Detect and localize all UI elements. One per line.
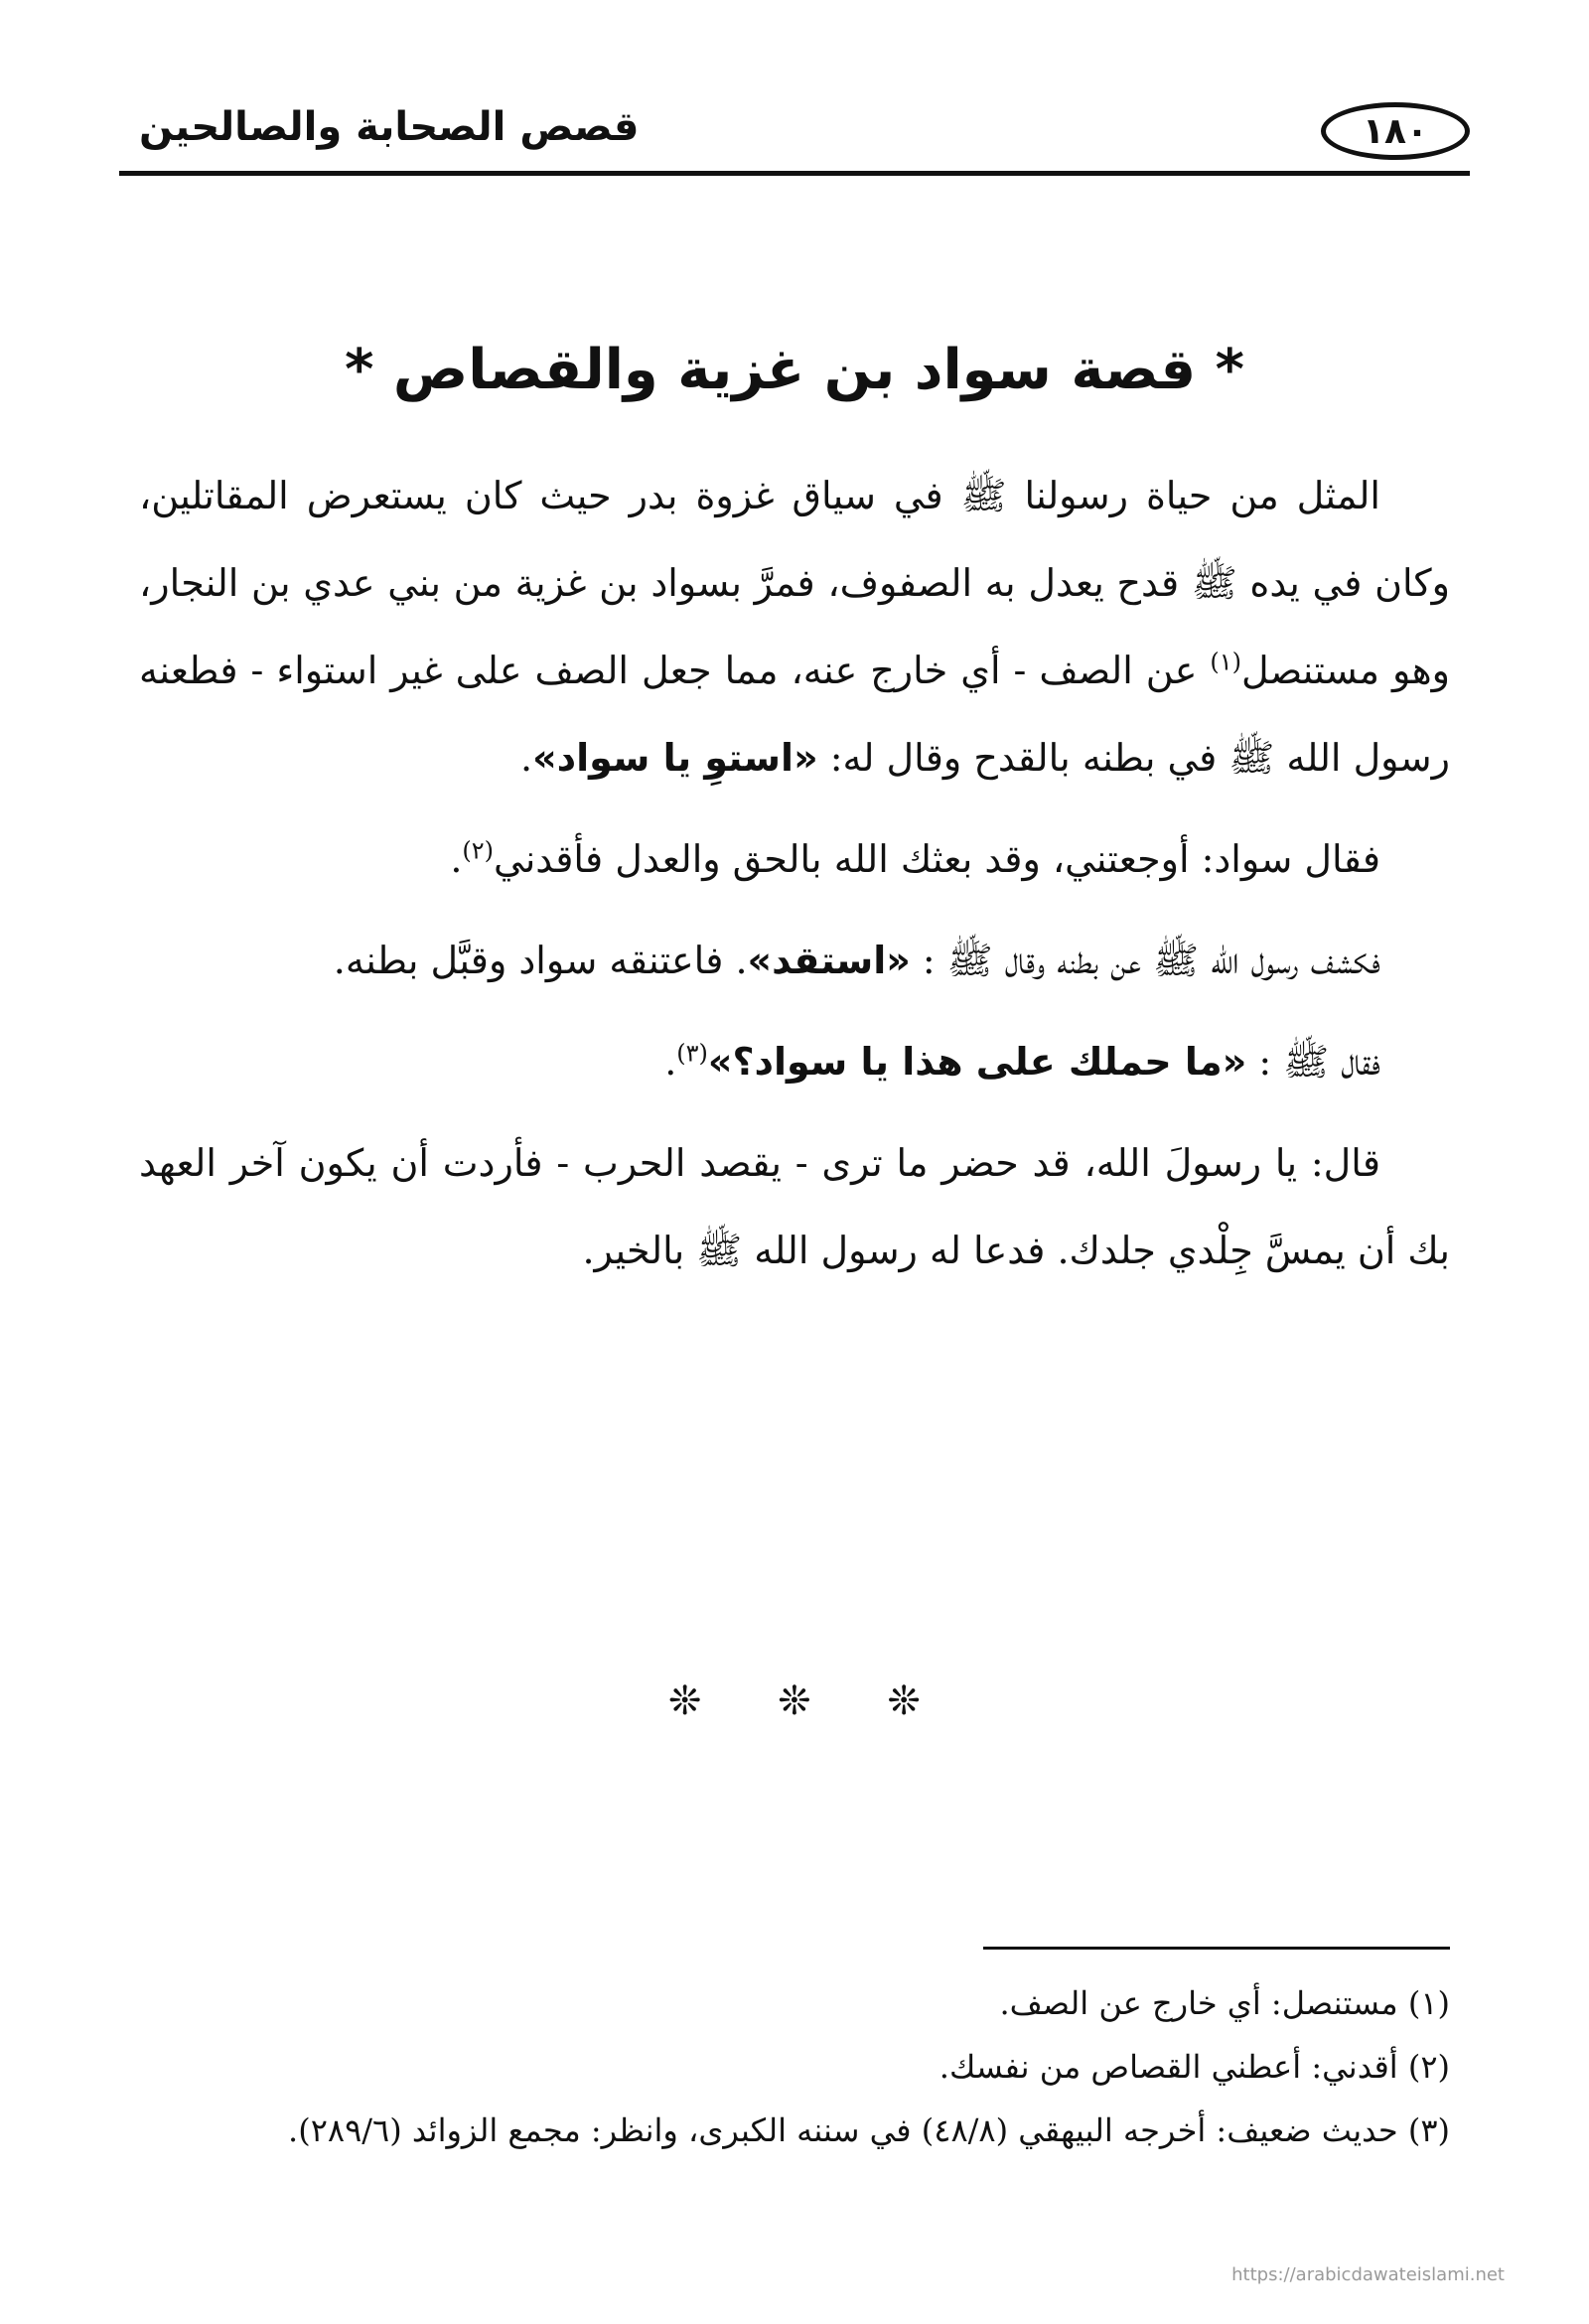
footnote-ref-2: (٢) [462,836,495,865]
paragraph-3-rest: . فاعتنقه سواد وقبَّل بطنه. [333,939,748,982]
paragraph-5 [139,1119,1450,1294]
footnote-ref-3: (٣) [676,1039,708,1068]
paragraph-4-end: . [664,1040,677,1084]
paragraph-1-text: المثل من حياة رسولنا ﷺ في سياق غزوة بدر حيث كان يستعرض المقاتلين، وكان في يده ﷺ قدح يعدل به الصفوف، فمرَّ بسواد بن غزية من بني عدي بن النجار، وهو مستنصل [139,474,1450,692]
footnote-rule [983,1947,1450,1950]
paragraph-3 [139,917,1450,1004]
separator-star-icon: ❊ [668,1678,702,1724]
paragraph-2 [139,815,1450,903]
book-title: قصص الصحابة والصالحين [139,104,640,150]
prophet-quote-2: «استقد» [747,939,911,982]
footnote-ref-1: (١) [1210,648,1242,676]
separator-star-icon: ❊ [887,1678,921,1724]
prophet-quote-3: «ما حملك على هذا يا سواد؟» [707,1040,1247,1084]
watermark-url: https://arabicdawateislami.net [1231,2264,1505,2285]
story-body [139,452,1450,1308]
section-separator [119,1678,1470,1724]
paragraph-1-rest: عن الصف - أي خارج عنه، مما جعل الصف على غير استواء - فطعنه رسول الله ﷺ في بطنه بالقدح وقال له: [139,649,1450,780]
footnote-1: (١) مستنصل: أي خارج عن الصف. [999,1984,1450,2022]
header-rule [119,171,1470,176]
paragraph-3-text: فكشف رسول الله ﷺ عن بطنه وقال ﷺ : [910,939,1380,982]
footnote-3: (٣) حديث ضعيف: أخرجه البيهقي (٤٨/٨) في سننه الكبرى، وانظر: مجمع الزوائد (٢٨٩/٦). [288,2111,1450,2149]
paragraph-2-end: . [450,837,463,881]
paragraph-2-text: فقال سواد: أوجعتني، وقد بعثك الله بالحق والعدل فأقدني [494,837,1380,881]
prophet-quote-1: «استوِ يا سواد» [532,736,818,780]
paragraph-4 [139,1018,1450,1105]
footnote-2: (٢) أقدني: أعطني القصاص من نفسك. [939,2048,1450,2086]
paragraph-4-text: فقال ﷺ : [1246,1040,1380,1084]
paragraph-1-end: . [519,736,533,780]
paragraph-1 [139,452,1450,801]
separator-star-icon: ❊ [778,1678,811,1724]
story-title: * قصة سواد بن غزية والقصاص * [345,338,1244,402]
page-number: ١٨٠ [1321,102,1470,160]
footnotes [139,1971,1450,2162]
paragraph-5-text: قال: يا رسولَ الله، قد حضر ما ترى - يقصد الحرب - فأردت أن يكون آخر العهد بك أن يمسَّ جِلْدي جلدك. فدعا له رسول الله ﷺ بالخير. [139,1141,1450,1272]
